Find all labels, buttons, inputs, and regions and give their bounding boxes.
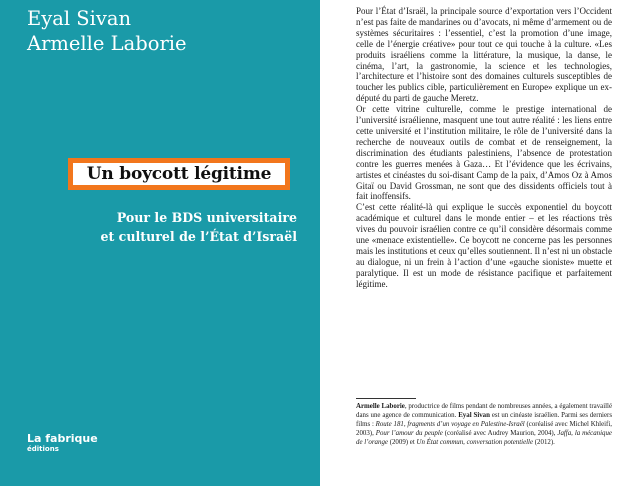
subtitle-line: Pour le BDS universitaire (116, 210, 297, 225)
bio-text: , productrice de films pendant de nombreuses années, a également travaillé dans une agence de communication. (356, 403, 613, 419)
bio-text: (2009) et (387, 438, 417, 446)
bio-text: est un cinéaste israélien. Parmi ses derniers films : (356, 411, 613, 428)
bio-text: (coréalisé avec Michel Khleifi, 2003), (356, 420, 612, 437)
publisher-sub: éditions (27, 445, 59, 453)
bio-film-title: Route 181, fragments d’un voyage en Palestine-Israël (375, 420, 525, 428)
publisher-logo (27, 433, 98, 453)
subtitle (100, 208, 297, 246)
back-cover-text (356, 6, 612, 290)
title-box (68, 158, 290, 190)
book-title: Un boycott légitime (86, 164, 272, 184)
bio-film-title: Pour l’amour du peuple (375, 429, 443, 437)
back-paragraph: Pour l’État d’Israël, la principale source d’exportation vers l’Occident n’est pas faite de mandarines ou d’avocats, ni même d’armement ou de systèmes sécuritaires : l’essentiel, c’est la promotion d’une image, celle de l’énergie créative» pour tout ce qui touche à la culture. «Les produits israéliens comme la littérature, la musique, la danse, le cinéma, l’art, la gastronomie, la science et les technologies, l’architecture et l’histoire sont des domaines culturels susceptibles de toucher les publics cible, particulièrement en Europe» explique un ex-député du parti de gauche Meretz. (356, 6, 612, 104)
back-paragraph: Or cette vitrine culturelle, comme le prestige international de l’université israélienne, masquent une tout autre réalité : les liens entre cette université et l’institution militaire, le rôle de l’université dans la recherche de nouveaux outils de combat et de renseignement, la discrimination des étudiants palestiniens, l’absence de protestation contre les guerres menées à Gaza… Et l’évidence que les écrivains, artistes et cinéastes du soi-disant Camp de la paix, d’Amos Oz à Amos Gitaï ou David Grossman, ne sont que des dissidents officiels tout à fait inoffensifs. (356, 104, 612, 202)
back-cover (320, 0, 640, 486)
bio-text: (coréalisé avec Audrey Maurion, 2004), (442, 429, 558, 437)
bio-name: Eyal Sivan (458, 411, 490, 419)
subtitle-line: et culturel de l’État d’Israël (100, 229, 297, 244)
bio-name: Armelle Laborie (356, 403, 405, 410)
author-name: Eyal Sivan (27, 7, 132, 30)
bio-film-title: Jaffa, la mécanique de l’orange (356, 429, 612, 446)
back-paragraph: C’est cette réalité-là qui explique le succès exponentiel du boycott académique et culturel dans le monde entier – et les réactions très vives du pouvoir israélien contre ce qu’il considère désormais comme une «menace existentielle». Ce boycott ne concerne pas les personnes mais les institutions et ceux qu’elles soutiennent. Il n’est ni un obstacle au dialogue, ni un frein à l’action d’une «gauche sioniste» muette et paralytique. Il est un mode de résistance pacifique et parfaitement légitime. (356, 202, 612, 289)
author-name: Armelle Laborie (27, 32, 187, 55)
bio-text: (2012). (533, 438, 555, 446)
bio-film-title: Un État commun, conversation potentielle (416, 438, 534, 446)
divider (356, 398, 416, 399)
authors (27, 6, 187, 56)
publisher-name: La fabrique (27, 432, 98, 445)
author-bio (356, 403, 612, 448)
